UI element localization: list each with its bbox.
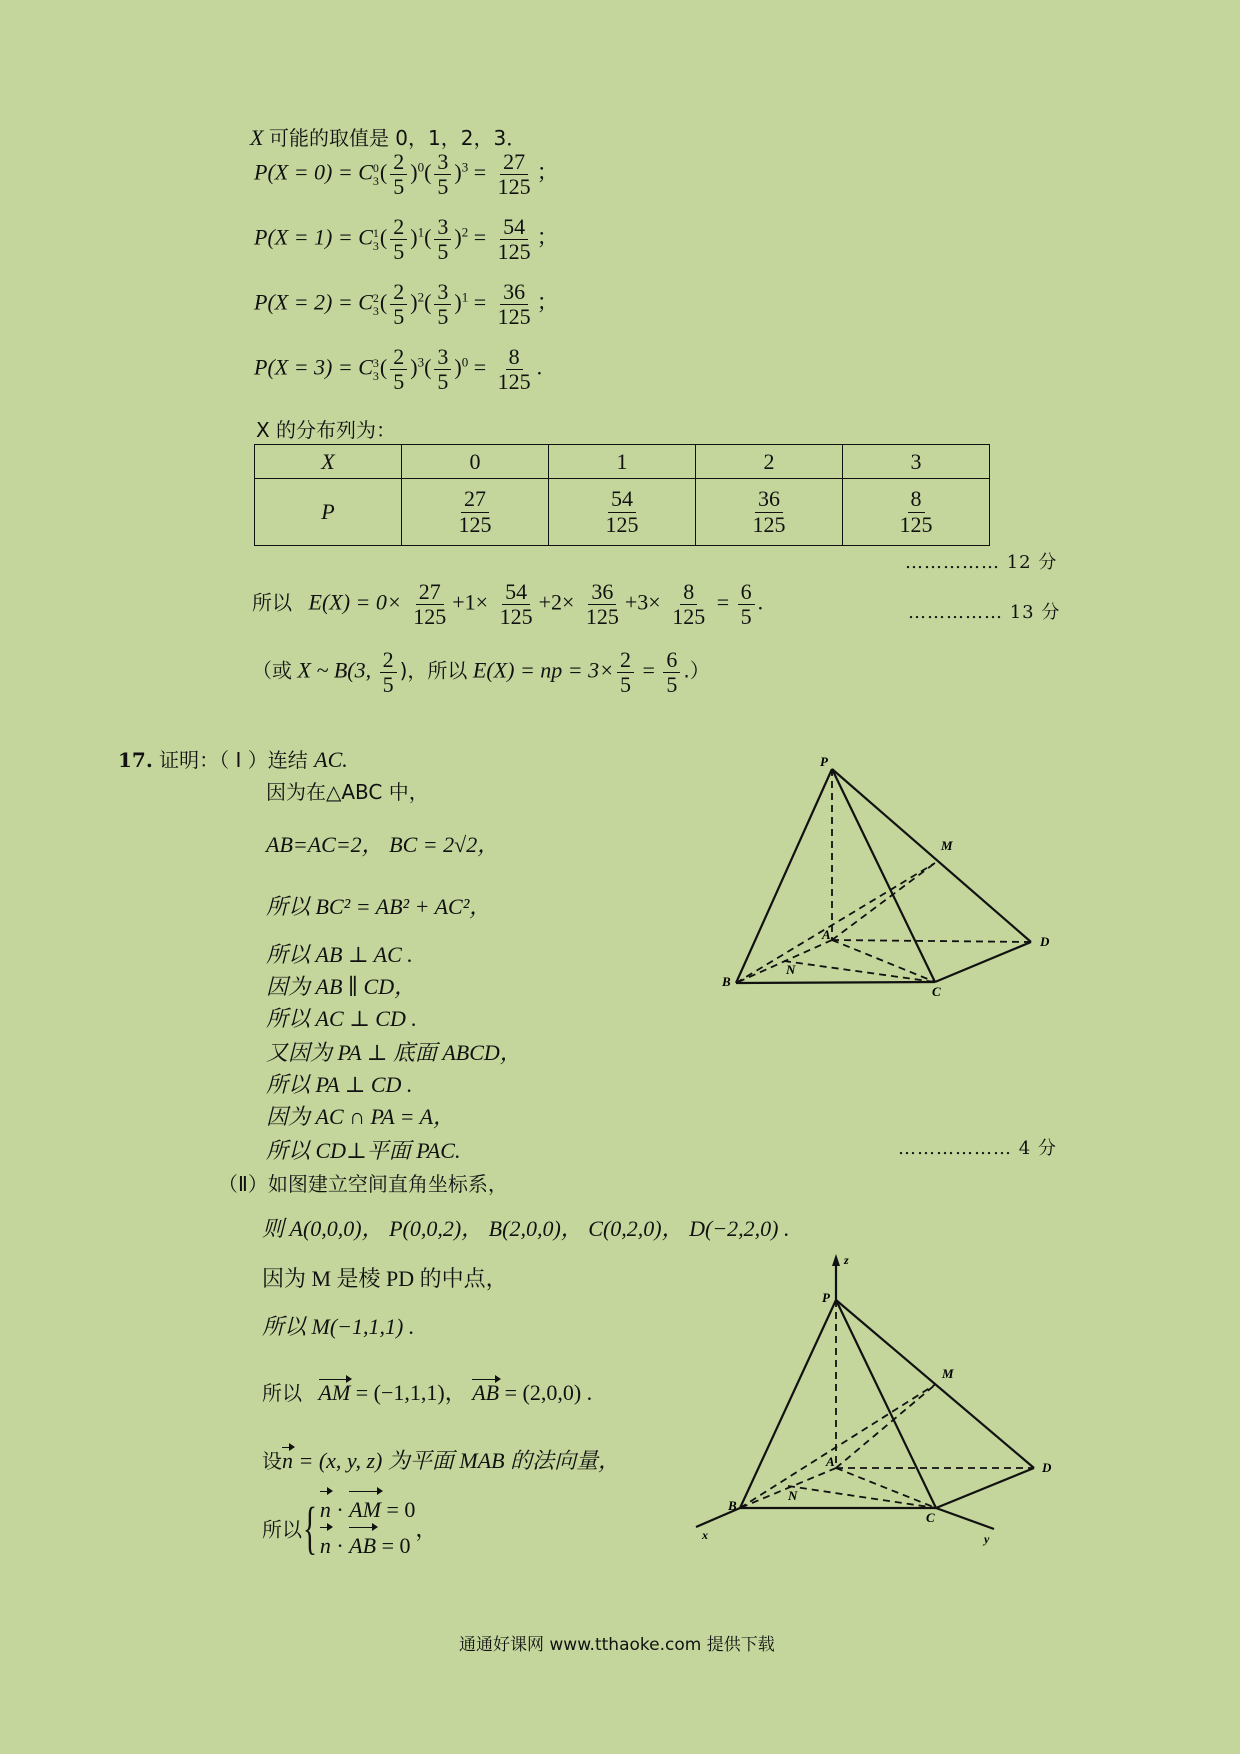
label-A: A: [822, 927, 831, 942]
score-13: …………… 13 分: [908, 602, 1061, 623]
table-header-cell: 0: [402, 445, 549, 479]
score-4: ……………… 4 分: [898, 1138, 1057, 1159]
label-B: B: [728, 1498, 737, 1513]
equation-system: 所以{ n · AM = 0 n · AB = 0 ，: [262, 1492, 437, 1564]
label-D: D: [1042, 1460, 1052, 1475]
table-cell: $\frac{54}{125}$: [549, 479, 696, 546]
coordinates-line: 则 A(0,0,0)， P(0,0,2)， B(2,0,0)， C(0,2,0)， D(−2,2,0) .: [262, 1216, 790, 1241]
label-P: P: [820, 754, 828, 769]
dist-title: X 的分布列为：: [256, 418, 397, 442]
label-M: M: [942, 1366, 954, 1381]
axis-label-y: y: [984, 1532, 990, 1546]
table-cell: $\frac{27}{125}$: [402, 479, 549, 546]
label-N: N: [786, 962, 796, 977]
intro-line: [250, 122, 526, 151]
proof-line: AB=AC=2， BC = 2√2，: [266, 832, 500, 857]
q17-number: 17.: [118, 748, 153, 772]
proof-line: 因为 AB ∥ CD，: [266, 974, 417, 999]
table-row-label: P: [255, 479, 402, 546]
pyramid-figure-2: [688, 1254, 1058, 1554]
table-header-cell: X: [255, 445, 402, 479]
expectation-line: 所以 E(X) = 0× $\frac{27}{125}$ +1× $\frac{54}{125}$ +2× $\frac{36}{125}$ +3× $\frac{8}{125}$ = $\frac{6}{5}$ .: [252, 579, 764, 630]
label-C: C: [926, 1510, 935, 1525]
proof-line: 所以 AC ⊥ CD .: [266, 1006, 417, 1031]
vector-AB: AB: [472, 1380, 500, 1405]
table-header-cell: 1: [549, 445, 696, 479]
probability-line: P(X = 2) = C 2 3 ( $\frac{2}{5}$ )$^2$( $\frac{3}{5}$ )$^1$ = $\frac{36}{125}$ ；: [254, 279, 559, 330]
label-D: D: [1040, 934, 1050, 949]
vectors-line: 所以 AM = (−1,1,1)， AB = (2,0,0) .: [262, 1380, 593, 1405]
proof-line: 因为 AC ∩ PA = A，: [266, 1104, 456, 1129]
label-P: P: [822, 1290, 830, 1305]
pyramid-figure-1: [718, 748, 1058, 1008]
label-B: B: [722, 974, 731, 989]
proof-line: 所以 BC² = AB² + AC²，: [266, 894, 492, 919]
proof-line: 又因为 PA ⊥ 底面 ABCD，: [266, 1040, 522, 1065]
axis-label-x: x: [702, 1528, 708, 1542]
label-C: C: [932, 984, 941, 999]
table-header-row: [255, 445, 990, 479]
table-cell: $\frac{8}{125}$: [843, 479, 990, 546]
probability-line: P(X = 0) = C 0 3 ( $\frac{2}{5}$ )$^0$( $\frac{3}{5}$ )$^3$ = $\frac{27}{125}$ ；: [254, 149, 559, 200]
label-N: N: [788, 1488, 798, 1503]
probability-line: P(X = 1) = C 1 3 ( $\frac{2}{5}$ )$^1$( $\frac{3}{5}$ )$^2$ = $\frac{54}{125}$ ；: [254, 214, 559, 265]
x-var: X: [250, 125, 264, 150]
q17-heading: 17. 证明：（ Ⅰ ）连结 AC.: [118, 747, 348, 772]
alt-line: （或 X ~ B(3, $\frac{2}{5}$ )，所以 E(X) = np = 3× $\frac{2}{5}$ = $\frac{6}{5}$ .）: [252, 647, 710, 698]
table-header-cell: 2: [696, 445, 843, 479]
distribution-table: [254, 444, 990, 546]
label-M: M: [941, 838, 953, 853]
score-12: …………… 12 分: [905, 552, 1058, 573]
proof-line: 所以 PA ⊥ CD .: [266, 1072, 413, 1097]
table-cell: $\frac{36}{125}$: [696, 479, 843, 546]
proof-line: 所以 AB ⊥ AC .: [266, 942, 413, 967]
table-prob-row: [255, 479, 990, 546]
proof-line: 因为在△ABC 中，: [266, 780, 429, 804]
axis-label-z: z: [844, 1254, 849, 1267]
part-2-heading: （Ⅱ）如图建立空间直角坐标系，: [218, 1172, 508, 1196]
m-coord-line: 所以 M(−1,1,1) .: [262, 1314, 415, 1339]
proof-line: 所以 CD⊥平面 PAC.: [266, 1138, 461, 1163]
midpoint-line: 因为 M 是棱 PD 的中点，: [262, 1266, 508, 1291]
label-A: A: [826, 1454, 835, 1469]
normal-vector-line: 设n = (x, y, z) 为平面 MAB 的法向量，: [262, 1448, 621, 1473]
intro-text: 可能的取值是 0，1，2，3．: [268, 126, 527, 150]
vector-n: n: [282, 1448, 293, 1473]
footer-text: 通通好课网 www.tthaoke.com 提供下载: [459, 1635, 775, 1655]
vector-AM: AM: [318, 1380, 351, 1405]
probability-line: P(X = 3) = C 3 3 ( $\frac{2}{5}$ )$^3$( $\frac{3}{5}$ )$^0$ = $\frac{8}{125}$ .: [254, 344, 543, 395]
table-header-cell: 3: [843, 445, 990, 479]
